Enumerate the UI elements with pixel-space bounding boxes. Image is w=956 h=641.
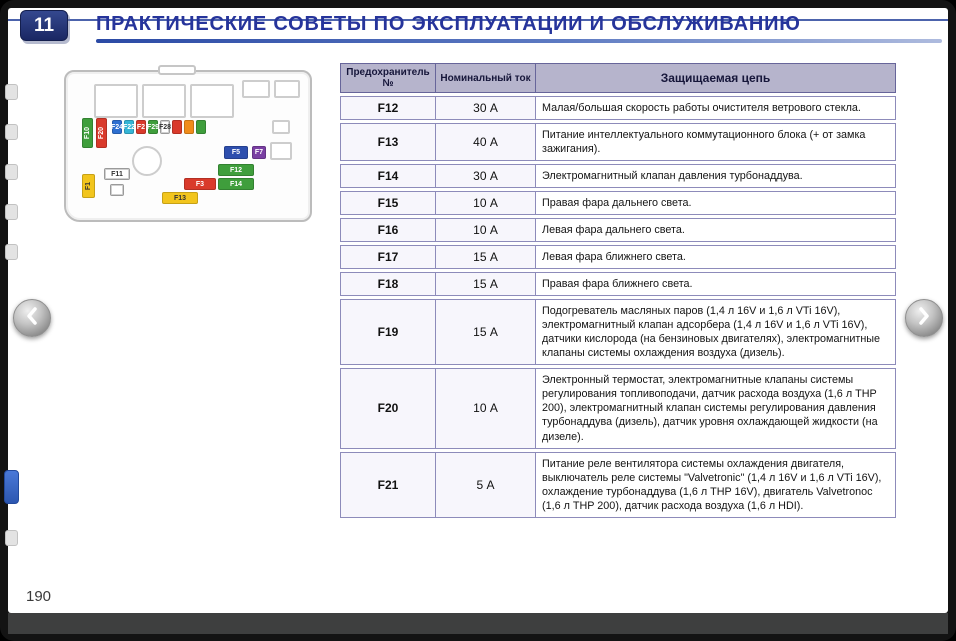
circuit-cell: Питание интеллектуального коммутационного блока (+ от замка зажигания). — [536, 123, 896, 161]
current-cell: 5 А — [436, 452, 536, 518]
relay-block — [272, 120, 290, 134]
header-rated-current: Номинальный ток — [436, 63, 536, 93]
fuse-unlabeled — [110, 184, 124, 196]
table-row — [340, 123, 896, 161]
chapter-number-badge: 11 — [20, 10, 68, 41]
relay-block — [274, 80, 300, 98]
fuse-id-cell: F12 — [340, 96, 436, 120]
circuit-cell: Левая фара ближнего света. — [536, 245, 896, 269]
page-edge-tab — [5, 124, 18, 140]
current-cell: 40 А — [436, 123, 536, 161]
circuit-cell: Правая фара дальнего света. — [536, 191, 896, 215]
chevron-left-icon — [24, 306, 40, 331]
fusebox-diagram — [64, 70, 312, 222]
fuse-F5: F5 — [224, 146, 248, 159]
next-page-button[interactable] — [905, 299, 943, 337]
fuse-F22: F22 — [124, 120, 134, 134]
fuse-table — [340, 60, 900, 521]
page-number: 190 — [26, 588, 52, 605]
table-row — [340, 299, 896, 365]
fuse-F13: F13 — [162, 192, 198, 204]
fuse-id-cell: F21 — [340, 452, 436, 518]
fuse-id-cell: F20 — [340, 368, 436, 448]
fuse-F11: F11 — [104, 168, 130, 180]
table-row — [340, 218, 896, 242]
fuse-table-body — [340, 96, 896, 518]
relay-block — [142, 84, 186, 118]
fuse-unlabeled — [196, 120, 206, 134]
current-cell: 10 А — [436, 368, 536, 448]
relay-block — [94, 84, 138, 118]
table-header-row — [340, 63, 896, 93]
page-edge-tab — [5, 84, 18, 100]
circuit-cell: Электронный термостат, электромагнитные клапаны системы регулирования топливоподачи, датчик расхода воздуха (1,6 л THP 200), электромагнитный клапан системы регулирования давления турбонаддува (дизель), датчик уровня охлаждающей жидкости (на дизеле). — [536, 368, 896, 448]
current-cell: 15 А — [436, 272, 536, 296]
table-row — [340, 191, 896, 215]
fuse-id-cell: F16 — [340, 218, 436, 242]
fuse-id-cell: F17 — [340, 245, 436, 269]
circuit-cell: Подогреватель масляных паров (1,4 л 16V и 1,6 л VTi 16V), электромагнитный клапан адсорбера (1,4 л 16V и 1,6 л VTi 16V), датчики кислорода (на бензиновых двигателях), электромагнитные клапаны системы охлаждения воздуха (дизель). — [536, 299, 896, 365]
fuse-F2: F2 — [136, 120, 146, 134]
fuse-F12: F12 — [218, 164, 254, 176]
manual-page — [8, 8, 948, 613]
relay-block — [270, 142, 292, 160]
fuse-F29: F29 — [148, 120, 158, 134]
circuit-cell: Малая/большая скорость работы очистителя ветрового стекла. — [536, 96, 896, 120]
fuse-id-cell: F13 — [340, 123, 436, 161]
fuse-F10: F10 — [82, 118, 93, 148]
title-underline — [96, 39, 942, 43]
previous-page-button[interactable] — [13, 299, 51, 337]
fuse-unlabeled — [184, 120, 194, 134]
page-title: ПРАКТИЧЕСКИЕ СОВЕТЫ ПО ЭКСПЛУАТАЦИИ И ОБСЛУЖИВАНИЮ — [96, 13, 801, 35]
circuit-cell: Правая фара ближнего света. — [536, 272, 896, 296]
fuse-id-cell: F15 — [340, 191, 436, 215]
table-row — [340, 452, 896, 518]
window-bottom-bar — [8, 613, 948, 634]
fuse-F28: F28 — [160, 120, 170, 134]
chapter-tab-indicator[interactable] — [4, 470, 19, 504]
circuit-cell: Питание реле вентилятора системы охлаждения двигателя, выключатель реле системы "Valvetronic" (1,4 л 16V и 1,6 л VTi 16V), охлаждение турбонаддува (1,6 л THP 16V), двигатель Valvetronoc (1,6 л THP 200), датчик расхода воздуха (1,6 л HDI). — [536, 452, 896, 518]
table-row — [340, 96, 896, 120]
relay-block — [242, 80, 270, 98]
table-row — [340, 164, 896, 188]
circuit-cell: Электромагнитный клапан давления турбонаддува. — [536, 164, 896, 188]
relay-block — [190, 84, 234, 118]
circuit-cell: Левая фара дальнего света. — [536, 218, 896, 242]
fuse-id-cell: F18 — [340, 272, 436, 296]
fuse-id-cell: F14 — [340, 164, 436, 188]
page-edge-tab — [5, 244, 18, 260]
table-row — [340, 272, 896, 296]
table-row — [340, 368, 896, 448]
current-cell: 30 А — [436, 96, 536, 120]
current-cell: 10 А — [436, 191, 536, 215]
page-edge-tab — [5, 164, 18, 180]
header-fuse-number: Предохранитель № — [340, 63, 436, 93]
fusebox-connector — [158, 65, 196, 75]
page-edge-tab — [5, 204, 18, 220]
fuse-F1: F1 — [82, 174, 95, 198]
chevron-right-icon — [916, 306, 932, 331]
fuse-F20: F20 — [96, 118, 107, 148]
fuse-id-cell: F19 — [340, 299, 436, 365]
fuse-F3: F3 — [184, 178, 216, 190]
fuse-unlabeled — [172, 120, 182, 134]
page-edge-tab — [5, 530, 18, 546]
current-cell: 15 А — [436, 245, 536, 269]
fusebox-circle — [132, 146, 162, 176]
fuse-F24: F24 — [112, 120, 122, 134]
table-row — [340, 245, 896, 269]
fuse-F7: F7 — [252, 146, 266, 159]
current-cell: 10 А — [436, 218, 536, 242]
fuse-F14: F14 — [218, 178, 254, 190]
header-protected-circuit: Защищаемая цепь — [536, 63, 896, 93]
current-cell: 30 А — [436, 164, 536, 188]
current-cell: 15 А — [436, 299, 536, 365]
